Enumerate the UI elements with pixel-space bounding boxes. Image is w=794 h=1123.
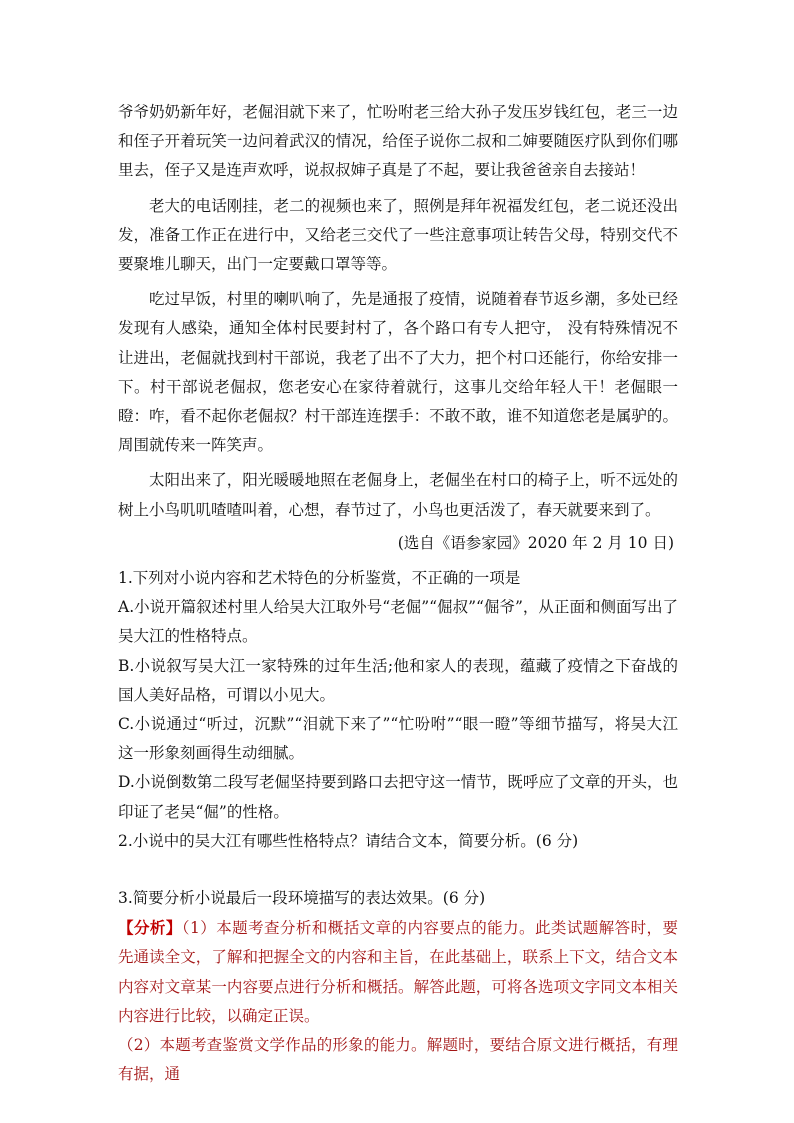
story-paragraph-2: 老大的电话刚挂，老二的视频也来了，照例是拜年祝福发红包，老二说还没出发，准备工作正在进行中，又给老三交代了一些注意事项让转告父母，特别交代不要聚堆儿聊天，出门一定要戴口罩等等。 (118, 196, 678, 274)
story-paragraph-1: 爷爷奶奶新年好，老倔泪就下来了，忙吩咐老三给大孙子发压岁钱红包，老三一边和侄子开着玩笑一边问着武汉的情况，给侄子说你二叔和二婶要随医疗队到你们哪里去，侄子又是连声欢呼，说叔叔婶子真是了不起，要让我爸爸亲自去接站！ (118, 103, 678, 180)
question-2: 2.小说中的吴大江有哪些性格特点？请结合文本，简要分析。(6 分) (118, 831, 579, 850)
story-paragraph-3: 吃过早饭，村里的喇叭响了，先是通报了疫情，说随着春节返乡潮，多处已经发现有人感染，通知全体村民要封村了，各个路口有专人把守， 没有特殊情况不让进出，老倔就找到村干部说，我老了出不了大力，把个村口还能行，你给安排一下。村干部说老倔叔，您老安心在家待着就行，这事儿交给年轻人干！老倔眼一瞪：咋，看不起你老倔叔？村干部连连摆手：不敢不敢，谁不知道您老是属驴的。周围就传来一阵笑声。 (118, 290, 678, 455)
question-1-option-b: B.小说叙写吴大江一家特殊的过年生活;他和家人的表现，蕴藏了疫情之下奋战的国人美好品格，可谓以小见大。 (118, 656, 678, 704)
source-citation: (选自《语参家园》2020 年 2 月 10 日) (397, 533, 674, 552)
answer-space (118, 856, 678, 884)
story-paragraph-4: 太阳出来了，阳光暖暖地照在老倔身上，老倔坐在村口的椅子上，听不远处的树上小鸟叽叽喳喳叫着，心想，春节过了，小鸟也更活泼了，春天就要来到了。 (118, 471, 678, 519)
question-1-option-c: C.小说通过“听过，沉默”“泪就下来了”“忙吩咐”“眼一瞪”等细节描写，将吴大江这一形象刻画得生动细腻。 (118, 715, 678, 763)
analysis-tag: 【分析】 (118, 918, 182, 938)
question-1-option-a: A.小说开篇叙述村里人给吴大江取外号“老倔”“倔叔”“倔爷”，从正面和侧面写出了吴大江的性格特点。 (118, 598, 678, 646)
analysis-paragraph-2: （2）本题考查鉴赏文学作品的形象的能力。解题时，要结合原文进行概括，有理有据，通 (118, 1036, 678, 1084)
analysis-paragraph-1 (118, 913, 678, 1031)
question-1: 1.下列对小说内容和艺术特色的分析鉴赏，不正确的一项是 (118, 569, 521, 588)
question-1-option-d: D.小说倒数第二段写老倔坚持要到路口去把守这一情节，既呼应了文章的开头，也印证了老吴“倔”的性格。 (118, 773, 678, 821)
page-content (118, 98, 678, 1090)
question-3: 3.简要分析小说最后一段环境描写的表达效果。(6 分) (118, 889, 486, 908)
analysis-text-1: （1）本题考查分析和概括文章的内容要点的能力。此类试题解答时，要先通读全文，了解和把握全文的内容和主旨，在此基础上，联系上下文，结合文本内容对文章某一内容要点进行分析和概括。解答此题，可将各选项文字同文本相关内容进行比较，以确定正误。 (118, 919, 678, 1025)
